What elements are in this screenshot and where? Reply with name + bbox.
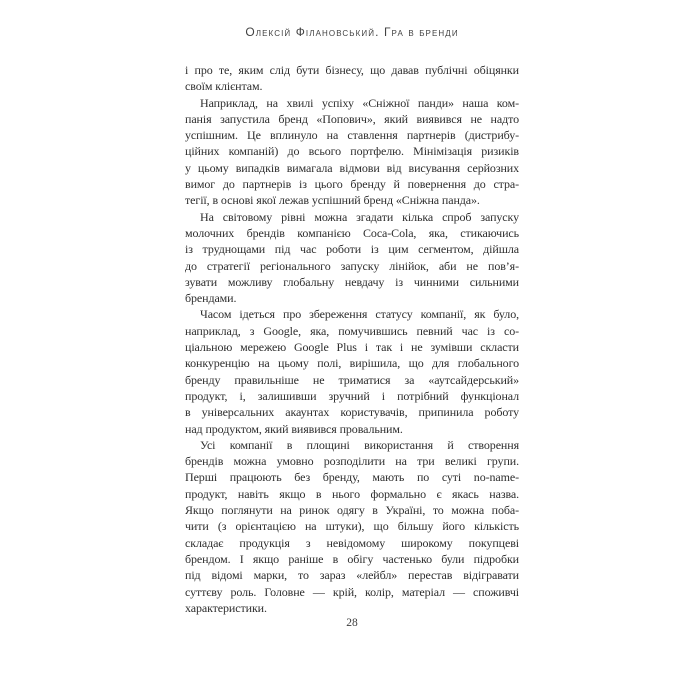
paragraph <box>185 62 519 95</box>
text-line: своїм клієнтам. <box>185 79 263 94</box>
text-line: ціальною мережею Google Plus і так і не зумівши скласти <box>185 340 519 355</box>
text-line: характеристики. <box>185 600 267 615</box>
text-line: і про те, яким слід бути бізнесу, що давав публічні обіцянки <box>185 63 519 77</box>
paragraph <box>185 306 519 436</box>
text-line: зувати можливу глобальну невдачу із чинними сильними <box>185 274 519 289</box>
page-number: 28 <box>346 617 358 629</box>
page-body-text <box>185 62 519 616</box>
text-line: складає продукція з невідомому широкому покупцеві <box>185 535 519 550</box>
paragraph <box>185 209 519 307</box>
paragraph <box>185 95 519 209</box>
text-line: брендом. І якщо раніше в обігу частенько були підробки <box>185 551 519 566</box>
text-line: суттєву роль. Головне — крій, колір, матеріал — споживчі <box>185 584 519 599</box>
text-line: панія запустила бренд «Попович», який виявився не надто <box>185 111 519 126</box>
text-line: чити (з орієнтацією на штуки), що більшу його кількість <box>185 519 519 534</box>
text-line: Якщо поглянути на ринок одягу в Україні, то можна поба- <box>185 503 519 518</box>
text-line: Часом ідеться про збереження статусу компанії, як було, <box>200 307 519 322</box>
text-line: над продуктом, який виявився провальним. <box>185 421 403 436</box>
text-line: тегії, в основі якої лежав успішний бренд «Сніжна панда». <box>185 193 480 208</box>
text-line: Перші працюють без бренду, мають по суті no-name- <box>185 470 519 485</box>
text-line: наприклад, з Google, яка, помучившись певний час із со- <box>185 323 519 338</box>
running-head: Олексій Філановський. Гра в бренди <box>245 25 459 39</box>
text-line: під відомі марки, то зараз «лейбл» перестав відігравати <box>185 568 519 583</box>
text-line: у цьому випадків вимагала відмови від висування серйозних <box>185 160 519 175</box>
text-line: до стратегії регіонального запуску лінійок, аби не пов’я- <box>185 258 519 273</box>
text-line: Наприклад, на хвилі успіху «Сніжної панди» наша ком- <box>200 95 519 110</box>
text-line: брендів можна умовно розподілити на три великі групи. <box>185 454 519 469</box>
text-line: в універсальних акаунтах користувачів, припинила роботу <box>185 405 519 420</box>
paragraph <box>185 437 519 616</box>
text-line: із труднощами під час роботи із цим сегментом, дійшла <box>185 242 519 257</box>
text-line: продукт, навіть якщо в нього формально є якась назва. <box>185 486 519 501</box>
text-line: продукт, і, залишивши зручний і потрібний функціонал <box>185 388 519 403</box>
text-line: брендами. <box>185 291 237 306</box>
text-line: На світовому рівні можна згадати кілька спроб запуску <box>200 209 519 224</box>
text-line: ційних компаній) до всього портфелю. Мінімізація ризиків <box>185 144 519 159</box>
text-line: бренду правильніше не триматися за «аутсайдерський» <box>185 372 519 387</box>
text-line: Усі компанії в площині використання й створення <box>200 437 519 452</box>
text-line: конкуренцію на цьому полі, вирішила, що для глобального <box>185 356 519 371</box>
text-line: молочних брендів компанією Coca-Cola, яка, стикаючись <box>185 225 519 240</box>
text-line: успішним. Це вплинуло на ставлення партнерів (дистрибу- <box>185 128 519 143</box>
text-line: вимог до партнерів із цього бренду й повернення до стра- <box>185 177 519 192</box>
